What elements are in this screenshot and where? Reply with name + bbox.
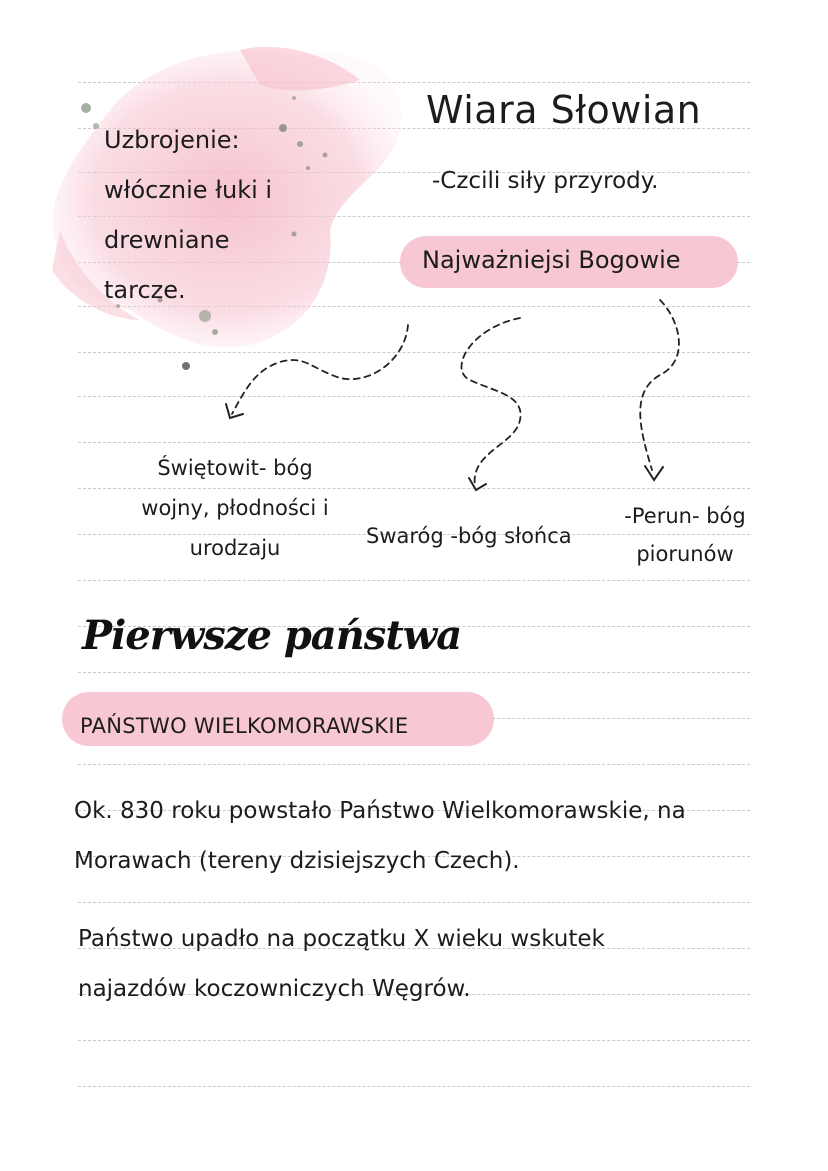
- paragraph-line: Państwo upadło na początku X wieku wskutek: [78, 926, 605, 952]
- weapons-note-line: włócznie łuki i: [104, 176, 273, 204]
- god-swarog: Swaróg -bóg słońca: [366, 524, 572, 548]
- paragraph-line: najazdów koczowniczych Węgrów.: [78, 976, 471, 1002]
- arrow-to-perun: [640, 300, 679, 470]
- weapons-note-line: Uzbrojenie:: [104, 126, 240, 154]
- gods-heading: Najważniejsi Bogowie: [422, 246, 681, 274]
- weapons-note-line: drewniane: [104, 226, 230, 254]
- states-heading: Pierwsze państwa: [82, 612, 462, 659]
- god-perun-line: -Perun- bóg: [624, 504, 746, 528]
- paragraph-line: Ok. 830 roku powstało Państwo Wielkomorawskie, na: [74, 798, 686, 824]
- page-title: Wiara Słowian: [426, 88, 702, 132]
- weapons-note-line: tarcze.: [104, 276, 186, 304]
- arrowhead-icon: [469, 478, 486, 490]
- paragraph-line: Morawach (tereny dzisiejszych Czech).: [74, 848, 520, 874]
- god-swietowit-line: urodzaju: [189, 536, 281, 560]
- god-swietowit-line: Świętowit- bóg: [157, 456, 313, 480]
- faith-subtitle: -Czcili siły przyrody.: [432, 168, 659, 194]
- arrowhead-icon: [226, 404, 243, 418]
- god-perun-line: piorunów: [636, 542, 734, 566]
- state-name: PAŃSTWO WIELKOMORAWSKIE: [80, 714, 409, 738]
- god-swietowit-line: wojny, płodności i: [141, 496, 329, 520]
- arrow-to-swietowit: [232, 325, 408, 414]
- arrowhead-icon: [645, 466, 663, 480]
- arrow-to-swarog: [461, 318, 520, 486]
